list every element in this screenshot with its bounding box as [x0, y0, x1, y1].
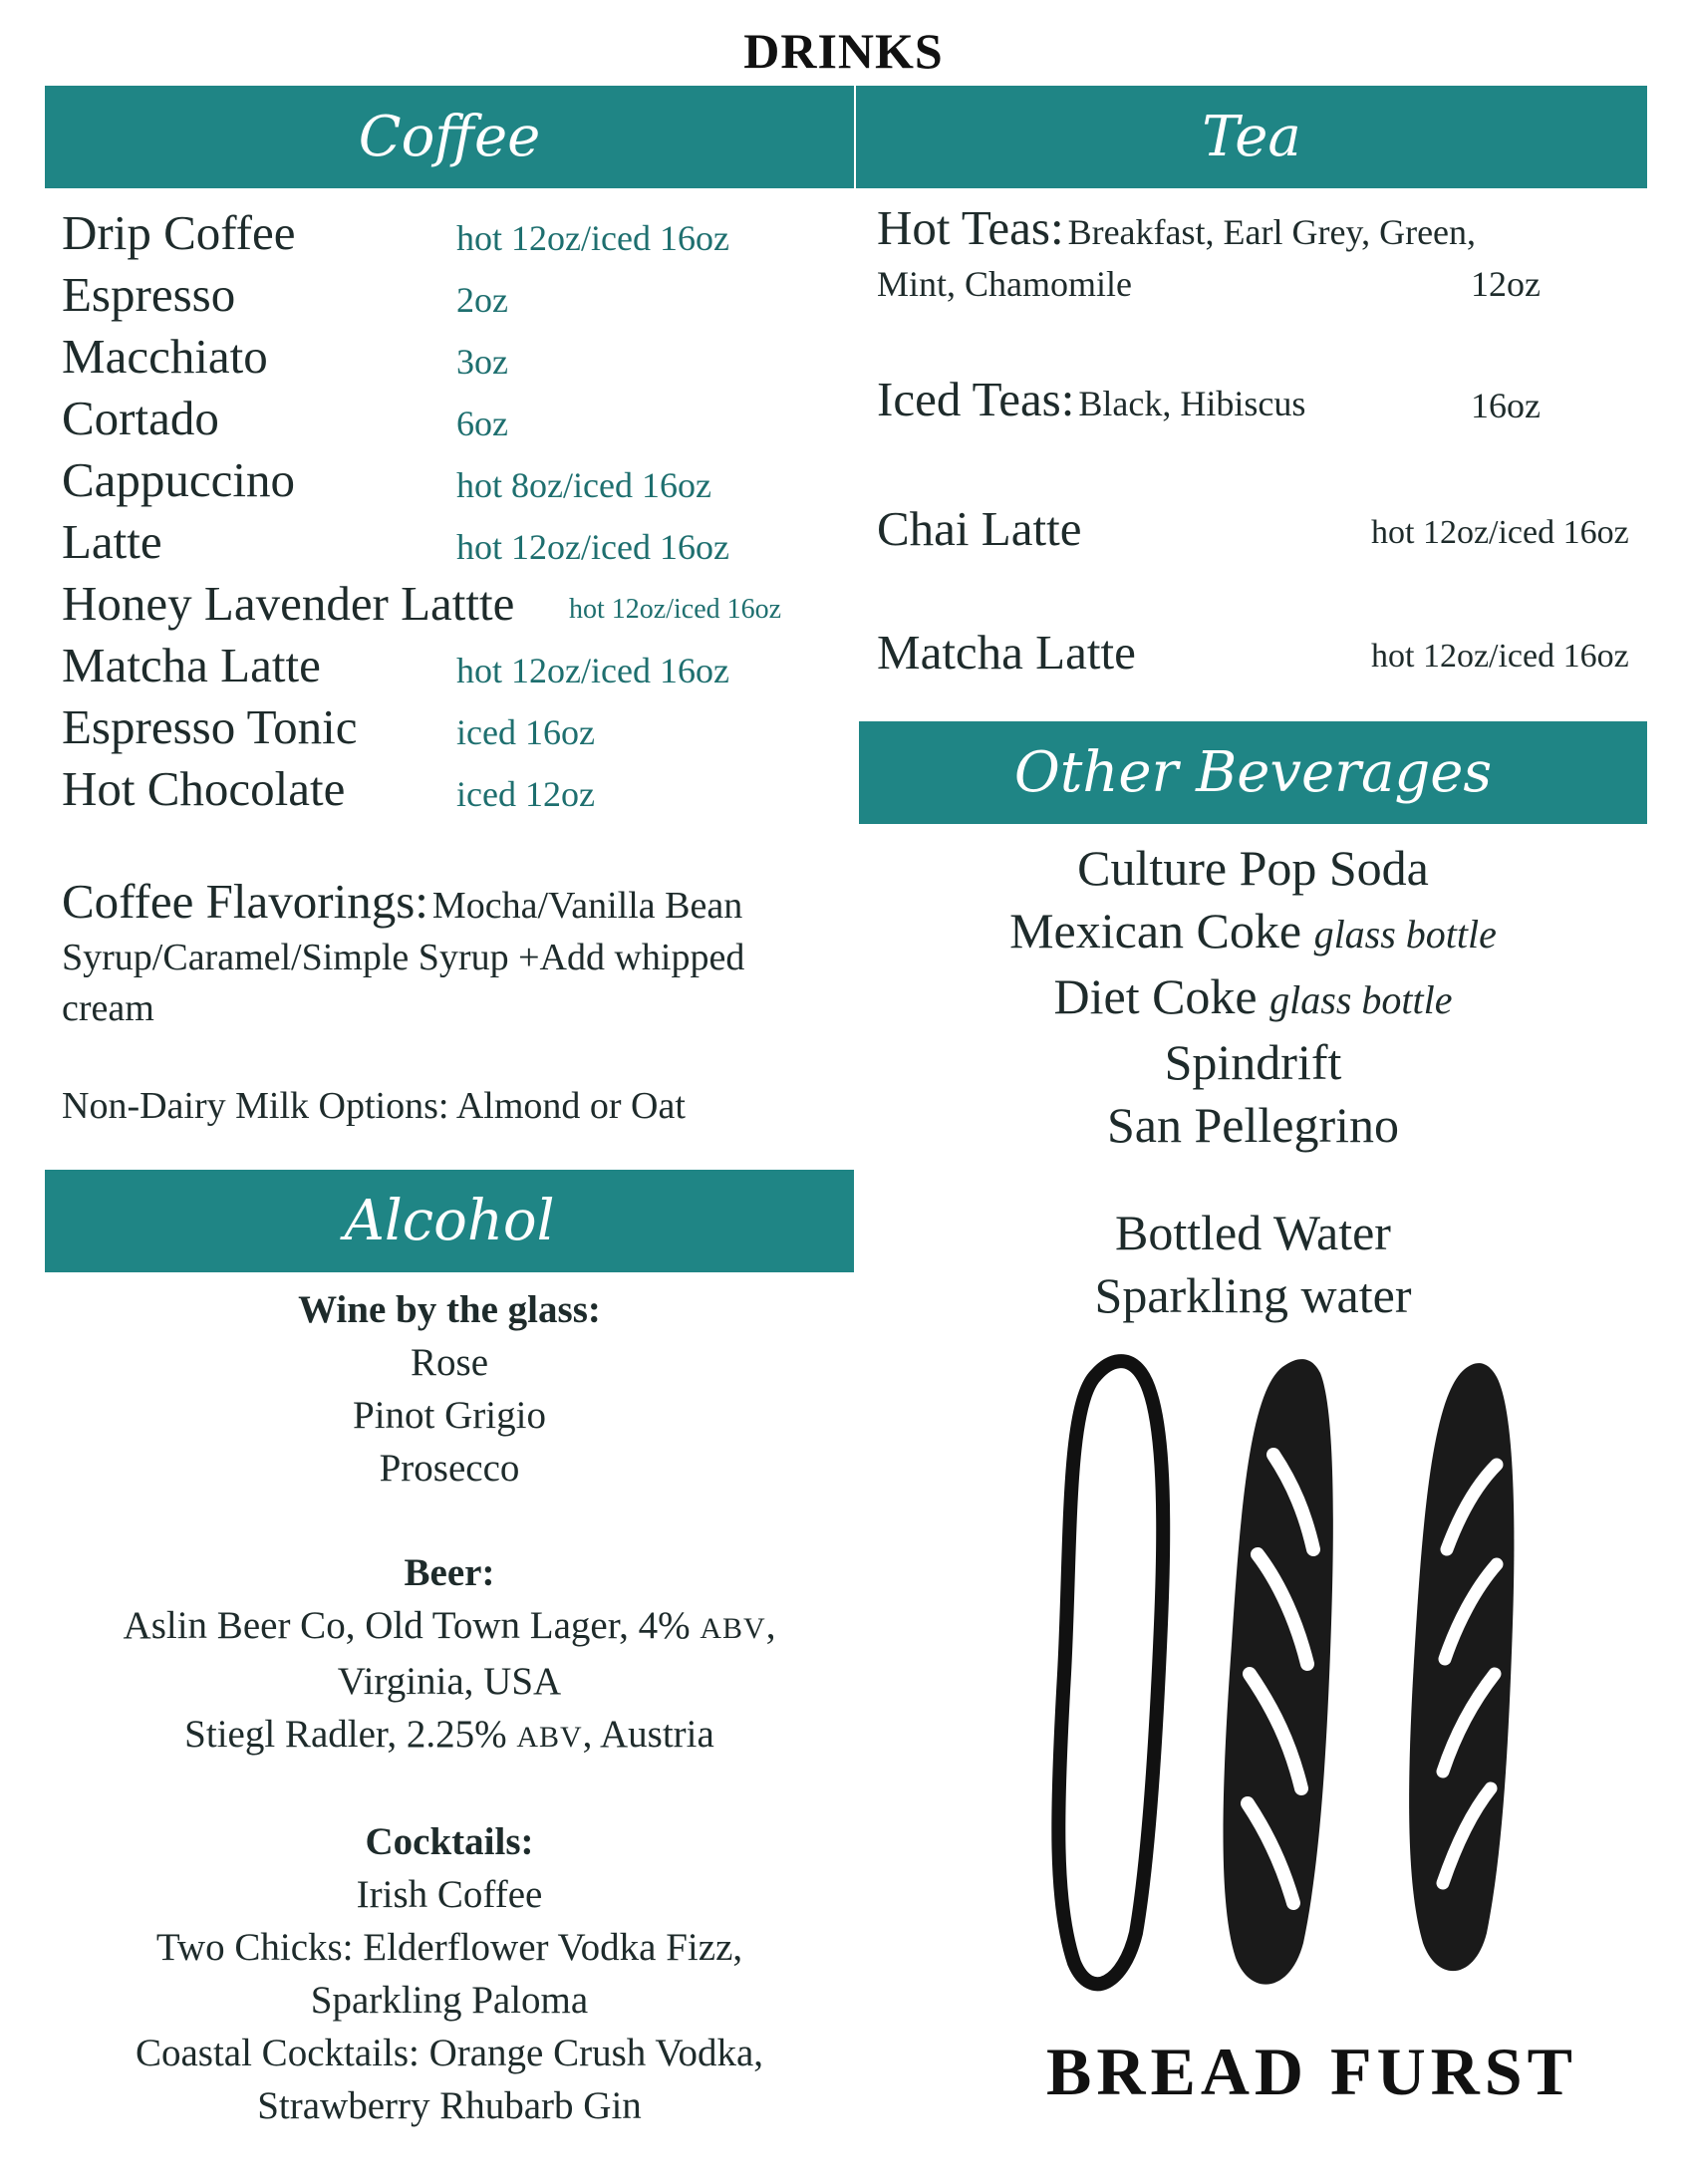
- beer-text: , Austria: [582, 1713, 714, 1756]
- bread-furst-logo: BREAD FURST: [1046, 2034, 1577, 2109]
- coffee-item-name: Matcha Latte: [62, 638, 321, 692]
- beverage-item: Spindrift: [1164, 1034, 1342, 1090]
- matcha-latte-tea-size: hot 12oz/iced 16oz: [1371, 638, 1629, 675]
- beer-item-cont: Virginia, USA: [337, 1660, 562, 1703]
- matcha-size-clip: [1371, 638, 1647, 676]
- alcohol-section-header: Alcohol: [45, 1170, 854, 1272]
- wine-heading: Wine by the glass:: [298, 1288, 601, 1331]
- cocktail-item: Strawberry Rhubarb Gin: [257, 2084, 642, 2127]
- coffee-item-size: 3oz: [456, 342, 508, 382]
- page-title: DRINKS: [743, 23, 944, 79]
- chai-latte: Chai Latte: [877, 501, 1082, 556]
- wine-item: Rose: [411, 1341, 488, 1384]
- coffee-item-size: hot 12oz/iced 16oz: [456, 218, 729, 258]
- coffee-item-name: Hot Chocolate: [62, 761, 346, 816]
- flavorings-label: Coffee Flavorings:: [62, 874, 428, 929]
- iced-teas-list: Black, Hibiscus: [1078, 384, 1306, 423]
- baguette-plain-icon: [1058, 1361, 1163, 1984]
- coffee-item-name: Cappuccino: [62, 452, 296, 507]
- hot-teas-label: Hot Teas:: [877, 200, 1064, 255]
- hot-teas: [877, 199, 1476, 256]
- coffee-item-size: 6oz: [456, 404, 508, 443]
- iced-teas: [877, 371, 1305, 427]
- cocktail-item: Two Chicks: Elderflower Vodka Fizz,: [155, 1926, 743, 1969]
- coffee-item-name: Drip Coffee: [62, 205, 296, 260]
- beer-heading: Beer:: [404, 1551, 495, 1594]
- tea-section-header: Tea: [856, 86, 1647, 188]
- flavorings-line3: cream: [62, 987, 154, 1029]
- non-dairy-options: Non-Dairy Milk Options: Almond or Oat: [62, 1085, 686, 1127]
- cocktail-item: Sparkling Paloma: [310, 1979, 589, 2022]
- beer-item: [45, 1599, 854, 1655]
- beer-text: Stiegl Radler, 2.25%: [184, 1713, 507, 1756]
- abv-label: ABV: [516, 1721, 583, 1754]
- wine-item: Prosecco: [379, 1447, 520, 1490]
- matcha-latte-tea: Matcha Latte: [877, 625, 1136, 680]
- coffee-flavorings: [62, 873, 742, 930]
- coffee-item-size: iced 16oz: [456, 712, 595, 752]
- iced-teas-size: 16oz: [1471, 386, 1541, 425]
- beverage-item: Culture Pop Soda: [1077, 840, 1429, 896]
- wine-item: Pinot Grigio: [353, 1394, 546, 1437]
- glass-bottle-note: glass bottle: [1313, 912, 1497, 956]
- coffee-section-header: Coffee: [45, 86, 854, 188]
- chai-latte-size: hot 12oz/iced 16oz: [1371, 514, 1629, 551]
- beer-text: ,: [765, 1604, 776, 1647]
- beer-text: Aslin Beer Co, Old Town Lager, 4%: [123, 1604, 691, 1647]
- beverage-name: Diet Coke: [1053, 968, 1258, 1024]
- beverage-name: Mexican Coke: [1009, 903, 1302, 958]
- hot-teas-list: Breakfast, Earl Grey, Green,: [1067, 212, 1477, 252]
- coffee-item-size: 2oz: [456, 280, 508, 320]
- coffee-item-name: Espresso Tonic: [62, 699, 358, 754]
- coffee-item-name: Cortado: [62, 391, 219, 445]
- flavorings-line1: Mocha/Vanilla Bean: [431, 885, 743, 927]
- coffee-item-size: hot 8oz/iced 16oz: [456, 465, 711, 505]
- iced-teas-label: Iced Teas:: [877, 372, 1075, 426]
- glass-bottle-note: glass bottle: [1269, 977, 1453, 1022]
- other-beverages-list: [859, 837, 1647, 1327]
- coffee-item-name: Macchiato: [62, 329, 268, 384]
- chai-size-clip: [1371, 514, 1647, 552]
- baguette-middle-icon: [1224, 1359, 1333, 1985]
- coffee-item-size: hot 12oz/iced 16oz: [456, 527, 729, 567]
- beverage-item: San Pellegrino: [1106, 1097, 1400, 1153]
- baguettes-illustration-icon: [1036, 1345, 1594, 2023]
- cocktails-heading: Cocktails:: [365, 1820, 534, 1863]
- beverage-item: Bottled Water: [1115, 1205, 1391, 1260]
- beverage-item: [859, 965, 1647, 1031]
- baguette-right-icon: [1409, 1363, 1514, 1971]
- beverage-item: [859, 900, 1647, 965]
- flavorings-line2: Syrup/Caramel/Simple Syrup +Add whipped: [62, 937, 745, 978]
- coffee-item-name: Latte: [62, 514, 162, 569]
- other-beverages-header: Other Beverages: [859, 721, 1647, 824]
- coffee-item-size: hot 12oz/iced 16oz: [456, 651, 729, 690]
- alcohol-list: [45, 1283, 854, 2132]
- hot-teas-size: 12oz: [1471, 264, 1541, 304]
- cocktail-item: Coastal Cocktails: Orange Crush Vodka,: [135, 2032, 764, 2074]
- coffee-item-name: Honey Lavender Lattte: [62, 576, 515, 631]
- coffee-item-size: hot 12oz/iced 16oz: [569, 594, 782, 625]
- coffee-item-name: Espresso: [62, 267, 236, 322]
- beverage-item: Sparkling water: [1094, 1267, 1412, 1323]
- coffee-item-size: iced 12oz: [456, 774, 595, 814]
- hot-teas-list-cont: Mint, Chamomile: [877, 264, 1132, 304]
- beer-item: [45, 1708, 854, 1764]
- cocktail-item: Irish Coffee: [356, 1873, 543, 1916]
- abv-label: ABV: [700, 1612, 766, 1645]
